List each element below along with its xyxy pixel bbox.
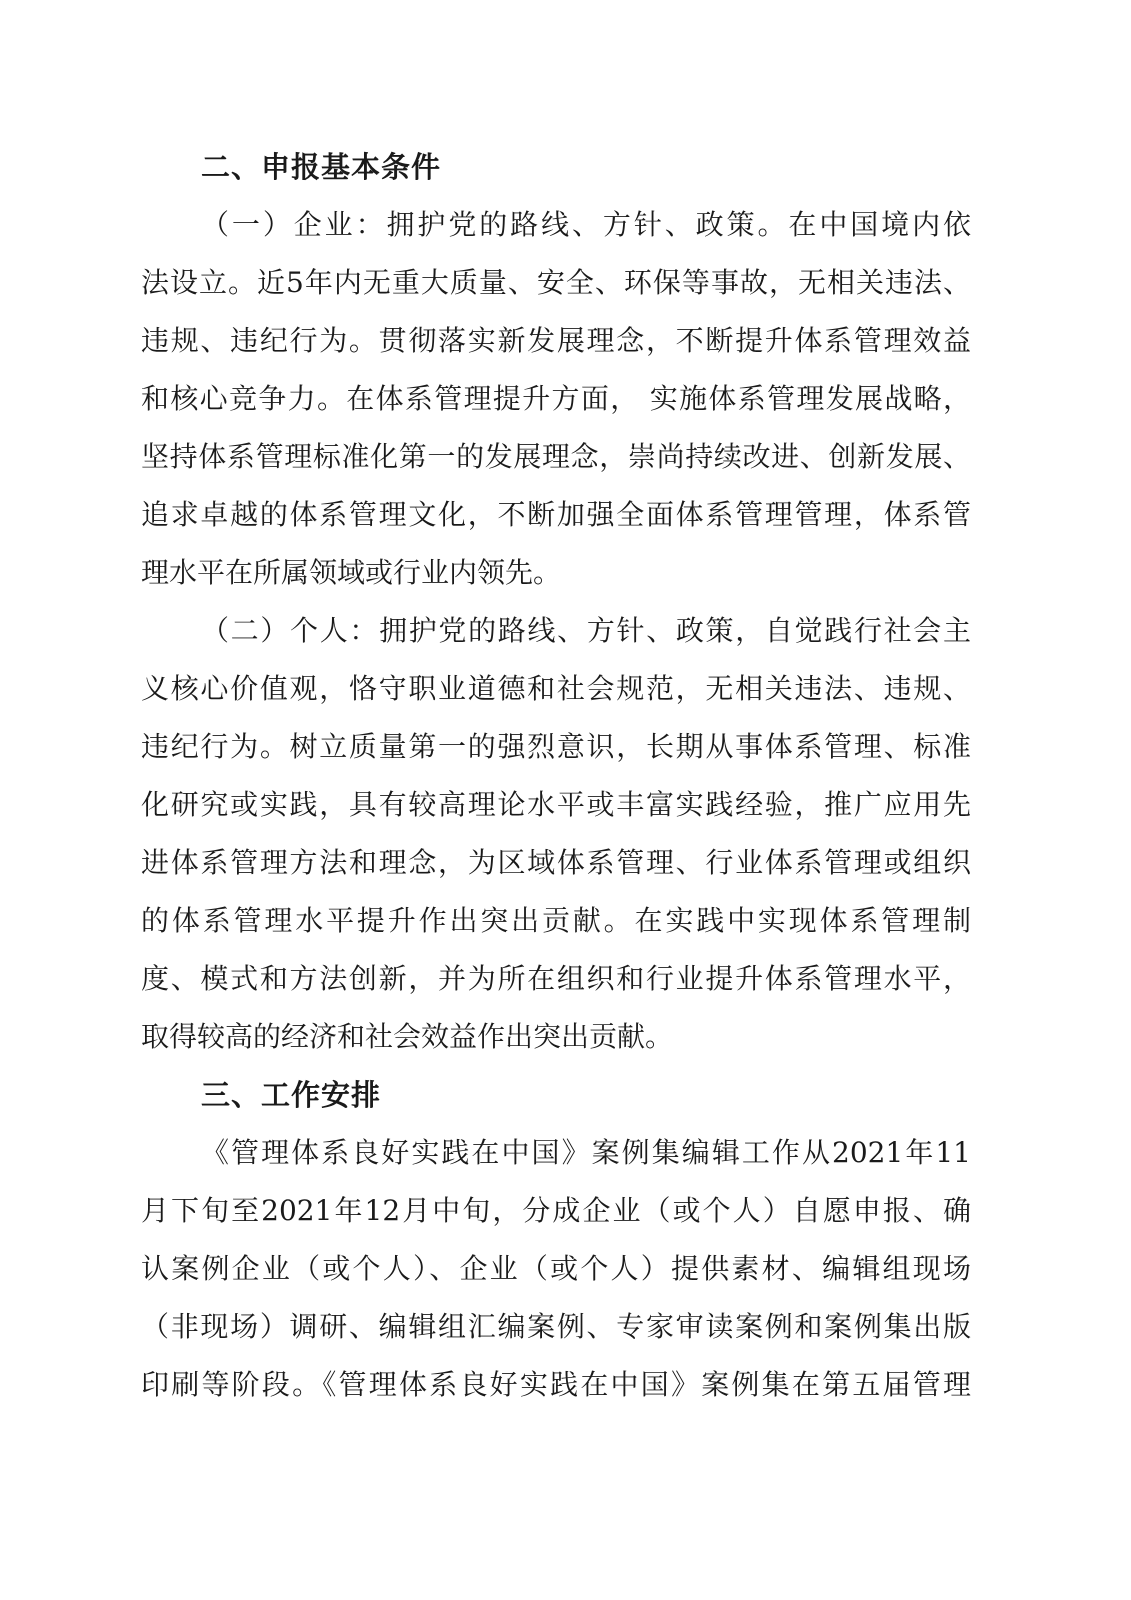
document-body xyxy=(141,138,971,1414)
section-heading-requirements: 二、申报基本条件 xyxy=(201,150,442,184)
section-heading-work-arrangement: 三、工作安排 xyxy=(201,1078,382,1112)
text-line: （一）企业：拥护党的路线、方针、政策。在中国境内依 xyxy=(201,208,971,241)
text-line: 取得较高的经济和社会效益作出突出贡献。 xyxy=(141,1020,674,1053)
paragraph-enterprise-requirements xyxy=(141,196,971,602)
text-line: 印刷等阶段。《管理体系良好实践在中国》案例集在第五届管理 xyxy=(141,1368,971,1401)
text-line: 违纪行为。树立质量第一的强烈意识，长期从事体系管理、标准 xyxy=(141,730,971,763)
text-line: 月下旬至2021年12月中旬，分成企业（或个人）自愿申报、确 xyxy=(141,1194,971,1227)
text-line: 化研究或实践，具有较高理论水平或丰富实践经验，推广应用先 xyxy=(141,788,971,821)
text-line: 的体系管理水平提升作出突出贡献。在实践中实现体系管理制 xyxy=(141,904,971,937)
text-line: 坚持体系管理标准化第一的发展理念，崇尚持续改进、创新发展、 xyxy=(141,440,971,473)
text-line: 认案例企业（或个人）、企业（或个人）提供素材、编辑组现场 xyxy=(141,1252,971,1285)
text-line: （非现场）调研、编辑组汇编案例、专家审读案例和案例集出版 xyxy=(141,1310,971,1343)
paragraph-work-arrangement xyxy=(141,1124,971,1414)
text-line: 和核心竞争力。在体系管理提升方面， 实施体系管理发展战略， xyxy=(141,382,971,415)
text-line: 义核心价值观，恪守职业道德和社会规范，无相关违法、违规、 xyxy=(141,672,971,705)
text-line: 度、模式和方法创新，并为所在组织和行业提升体系管理水平， xyxy=(141,962,971,995)
text-line: 理水平在所属领域或行业内领先。 xyxy=(141,556,562,589)
paragraph-individual-requirements xyxy=(141,602,971,1066)
text-line: 追求卓越的体系管理文化，不断加强全面体系管理管理，体系管 xyxy=(141,498,971,531)
text-line: 《管理体系良好实践在中国》案例集编辑工作从2021年11 xyxy=(201,1136,971,1169)
text-line: （二）个人：拥护党的路线、方针、政策，自觉践行社会主 xyxy=(201,614,971,647)
text-line: 进体系管理方法和理念，为区域体系管理、行业体系管理或组织 xyxy=(141,846,971,879)
text-line: 法设立。近5年内无重大质量、安全、环保等事故，无相关违法、 xyxy=(141,266,971,299)
text-line: 违规、违纪行为。贯彻落实新发展理念，不断提升体系管理效益 xyxy=(141,324,971,357)
